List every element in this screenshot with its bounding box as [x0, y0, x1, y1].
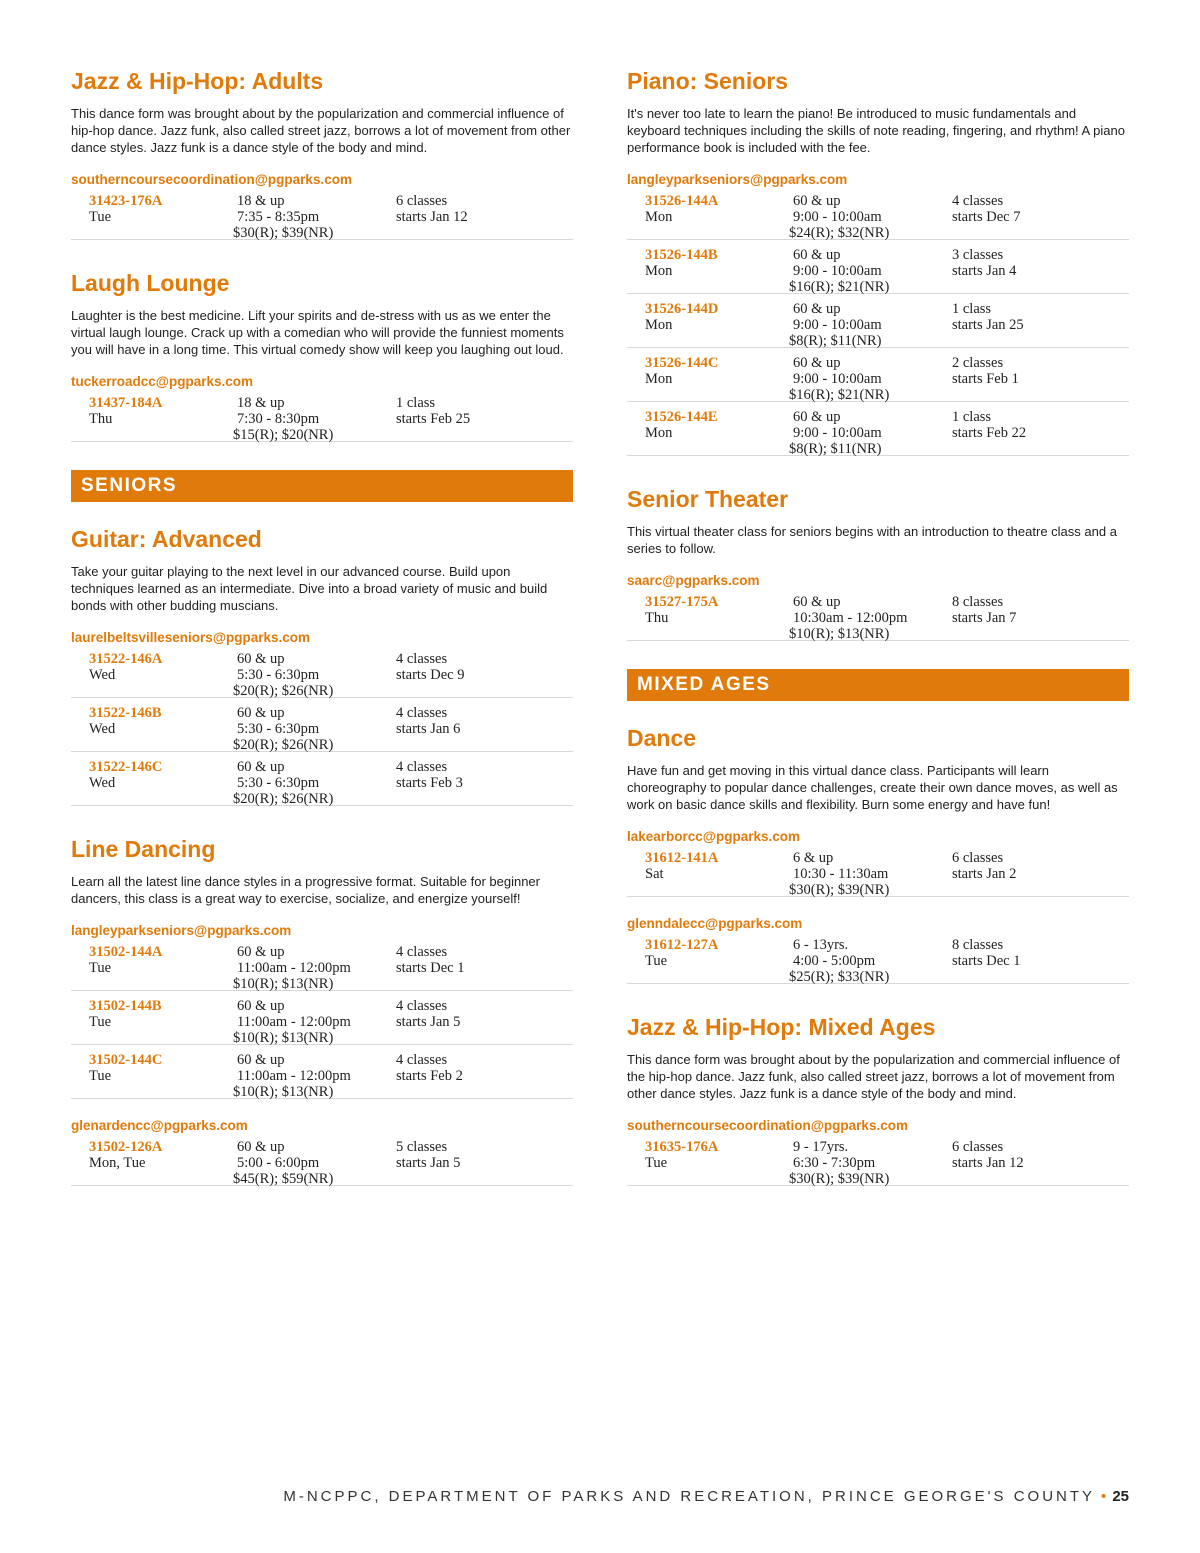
class-days: Sat — [645, 866, 664, 882]
class-row — [627, 592, 1129, 641]
class-fee: $10(R); $13(NR) — [233, 976, 334, 992]
start-date: starts Feb 25 — [396, 411, 471, 427]
class-row — [71, 757, 573, 806]
section-jazz-mixed-ages — [627, 1012, 1129, 1186]
class-time: 7:30 - 8:30pm — [237, 411, 320, 427]
class-row — [71, 191, 573, 240]
banner-label: MIXED AGES — [637, 674, 771, 695]
class-code: 31522-146A — [89, 651, 163, 667]
start-date: starts Feb 1 — [952, 371, 1019, 387]
class-row — [71, 1137, 573, 1186]
start-date: starts Jan 6 — [396, 721, 461, 737]
right-column — [627, 66, 1129, 1214]
class-fee: $8(R); $11(NR) — [789, 441, 882, 457]
class-rows — [71, 649, 573, 806]
class-count: 4 classes — [952, 193, 1004, 209]
class-code: 31522-146B — [89, 705, 162, 721]
class-time: 5:30 - 6:30pm — [237, 721, 320, 737]
class-count: 1 class — [952, 301, 992, 317]
section-title: Guitar: Advanced — [71, 526, 262, 552]
class-code: 31526-144A — [645, 193, 719, 209]
class-time: 11:00am - 12:00pm — [237, 1014, 351, 1030]
class-time: 7:35 - 8:35pm — [237, 209, 320, 225]
class-count: 1 class — [952, 409, 992, 425]
class-row — [627, 299, 1129, 348]
class-rows — [627, 848, 1129, 897]
age-range: 60 & up — [793, 409, 841, 425]
class-count: 4 classes — [396, 759, 448, 775]
class-fee: $45(R); $59(NR) — [233, 1171, 334, 1187]
class-time: 5:00 - 6:00pm — [237, 1155, 320, 1171]
class-days: Mon, Tue — [89, 1155, 146, 1171]
age-range: 60 & up — [237, 944, 285, 960]
section-dance — [627, 723, 1129, 984]
age-range: 60 & up — [793, 193, 841, 209]
class-days: Wed — [89, 667, 116, 683]
footer-bullet: • — [1101, 1488, 1107, 1505]
class-fee: $16(R); $21(NR) — [789, 387, 890, 403]
age-range: 60 & up — [237, 1139, 285, 1155]
class-rows — [627, 191, 1129, 456]
class-time: 6:30 - 7:30pm — [793, 1155, 876, 1171]
contact-email[interactable]: langleyparkseniors@pgparks.com — [71, 923, 292, 938]
class-count: 8 classes — [952, 594, 1004, 610]
contact-email[interactable]: southerncoursecoordination@pgparks.com — [627, 1118, 908, 1133]
class-time: 11:00am - 12:00pm — [237, 960, 351, 976]
section-laugh-lounge — [71, 268, 573, 442]
class-row — [71, 703, 573, 752]
class-days: Tue — [645, 953, 668, 969]
class-row — [627, 353, 1129, 402]
start-date: starts Dec 1 — [396, 960, 465, 976]
banner-label: SENIORS — [81, 475, 178, 496]
contact-email[interactable]: southerncoursecoordination@pgparks.com — [71, 172, 352, 187]
class-count: 2 classes — [952, 355, 1004, 371]
class-code: 31522-146C — [89, 759, 163, 775]
page-number: 25 — [1112, 1488, 1129, 1505]
class-fee: $10(R); $13(NR) — [233, 1030, 334, 1046]
class-rows — [627, 592, 1129, 641]
class-fee: $20(R); $26(NR) — [233, 737, 334, 753]
class-rows — [627, 1137, 1129, 1186]
class-time: 11:00am - 12:00pm — [237, 1068, 351, 1084]
contact-email[interactable]: saarc@pgparks.com — [627, 573, 760, 588]
class-days: Mon — [645, 209, 673, 225]
class-time: 10:30am - 12:00pm — [793, 610, 908, 626]
start-date: starts Feb 2 — [396, 1068, 463, 1084]
start-date: starts Feb 3 — [396, 775, 463, 791]
class-time: 9:00 - 10:00am — [793, 263, 882, 279]
section-piano-seniors — [627, 66, 1129, 456]
class-code: 31423-176A — [89, 193, 163, 209]
class-fee: $30(R); $39(NR) — [233, 225, 334, 241]
section-title: Dance — [627, 725, 697, 751]
age-range: 60 & up — [793, 355, 841, 371]
class-fee: $8(R); $11(NR) — [789, 333, 882, 349]
class-rows — [71, 942, 573, 1099]
class-rows — [71, 393, 573, 442]
class-count: 5 classes — [396, 1139, 448, 1155]
section-title: Piano: Seniors — [627, 68, 789, 94]
start-date: starts Dec 9 — [396, 667, 465, 683]
section-title: Senior Theater — [627, 486, 789, 512]
age-range: 60 & up — [793, 594, 841, 610]
class-row — [627, 1137, 1129, 1186]
page-footer — [0, 1488, 1129, 1505]
class-days: Thu — [645, 610, 669, 626]
class-count: 6 classes — [952, 850, 1004, 866]
start-date: starts Jan 12 — [396, 209, 468, 225]
class-code: 31502-144B — [89, 998, 162, 1014]
class-fee: $10(R); $13(NR) — [233, 1084, 334, 1100]
class-rows — [71, 1137, 573, 1186]
start-date: starts Jan 25 — [952, 317, 1024, 333]
class-count: 8 classes — [952, 937, 1004, 953]
class-fee: $24(R); $32(NR) — [789, 225, 890, 241]
section-line-dancing — [71, 834, 573, 1186]
start-date: starts Jan 2 — [952, 866, 1017, 882]
class-code: 31526-144E — [645, 409, 718, 425]
class-days: Mon — [645, 317, 673, 333]
class-code: 31612-127A — [645, 937, 719, 953]
section-description: It's never too late to learn the piano! Be introduced to music fundamentals and keyboard techniques including the skills of note reading, fingering, and rhythm! A piano performance book is included with the fee. — [627, 106, 1125, 155]
class-count: 1 class — [396, 395, 436, 411]
class-count: 4 classes — [396, 705, 448, 721]
class-days: Mon — [645, 371, 673, 387]
section-description: This virtual theater class for seniors begins with an introduction to theatre class and a series to follow. — [627, 524, 1117, 556]
class-time: 9:00 - 10:00am — [793, 317, 882, 333]
contact-email[interactable]: laurelbeltsvilleseniors@pgparks.com — [71, 630, 311, 645]
section-title: Laugh Lounge — [71, 270, 230, 296]
class-time: 4:00 - 5:00pm — [793, 953, 876, 969]
age-range: 18 & up — [237, 395, 285, 411]
class-code: 31526-144B — [645, 247, 718, 263]
age-range: 60 & up — [237, 651, 285, 667]
start-date: starts Dec 1 — [952, 953, 1021, 969]
class-rows — [71, 191, 573, 240]
class-count: 3 classes — [952, 247, 1004, 263]
class-row — [71, 996, 573, 1045]
section-description: This dance form was brought about by the popularization and commercial influence of the hip-hop dance. Jazz funk, also called street jazz, borrows a lot of movement from other dance styles. Jazz funk is a dance style of the body and mind. — [627, 1052, 1120, 1101]
age-range: 18 & up — [237, 193, 285, 209]
start-date: starts Jan 5 — [396, 1014, 461, 1030]
age-range: 6 & up — [793, 850, 834, 866]
contact-email[interactable]: lakearborcc@pgparks.com — [627, 829, 800, 844]
start-date: starts Feb 22 — [952, 425, 1027, 441]
class-row — [71, 1050, 573, 1099]
class-row — [71, 649, 573, 698]
section-description: This dance form was brought about by the popularization and commercial influence of hip-hop dance. Jazz funk, also called street jazz, borrows a lot of movement from other dance styles. Jazz funk is a dance style of the body and mind. — [71, 106, 571, 155]
class-days: Thu — [89, 411, 113, 427]
section-senior-theater — [627, 484, 1129, 641]
class-code: 31437-184A — [89, 395, 163, 411]
mixed-ages-banner — [627, 669, 1129, 701]
section-title: Line Dancing — [71, 836, 216, 862]
location-group — [71, 922, 573, 1099]
contact-email[interactable]: tuckerroadcc@pgparks.com — [71, 374, 253, 389]
class-row — [71, 393, 573, 442]
class-fee: $16(R); $21(NR) — [789, 279, 890, 295]
contact-email[interactable]: glenardencc@pgparks.com — [71, 1118, 248, 1133]
class-count: 6 classes — [396, 193, 448, 209]
class-fee: $25(R); $33(NR) — [789, 969, 890, 985]
class-fee: $20(R); $26(NR) — [233, 791, 334, 807]
class-count: 4 classes — [396, 651, 448, 667]
class-row — [627, 407, 1129, 456]
left-column — [71, 66, 573, 1214]
age-range: 60 & up — [237, 705, 285, 721]
location-group — [627, 828, 1129, 897]
section-guitar-advanced — [71, 524, 573, 806]
section-description: Have fun and get moving in this virtual dance class. Participants will learn choreography to popular dance challenges, create their own dance moves, as well as work on basic dance skills and flexibility. Burn some energy and have fun! — [627, 763, 1118, 812]
class-code: 31526-144C — [645, 355, 719, 371]
class-fee: $20(R); $26(NR) — [233, 683, 334, 699]
class-time: 9:00 - 10:00am — [793, 371, 882, 387]
class-days: Tue — [89, 1068, 112, 1084]
class-time: 9:00 - 10:00am — [793, 425, 882, 441]
class-count: 6 classes — [952, 1139, 1004, 1155]
start-date: starts Jan 7 — [952, 610, 1017, 626]
contact-email[interactable]: langleyparkseniors@pgparks.com — [627, 172, 848, 187]
class-days: Tue — [89, 1014, 112, 1030]
class-time: 9:00 - 10:00am — [793, 209, 882, 225]
class-days: Tue — [89, 209, 112, 225]
class-days: Tue — [645, 1155, 668, 1171]
class-row — [627, 245, 1129, 294]
class-fee: $15(R); $20(NR) — [233, 427, 334, 443]
section-jazz-adults — [71, 66, 573, 240]
section-description: Laughter is the best medicine. Lift your spirits and de-stress with us as we enter the virtual laugh lounge. Crack up with a comedian who will provide the funniest moments you will have in a long time. This virtual comedy show will keep you laughing out loud. — [71, 308, 564, 357]
age-range: 60 & up — [237, 998, 285, 1014]
age-range: 6 - 13yrs. — [793, 937, 849, 953]
start-date: starts Jan 5 — [396, 1155, 461, 1171]
start-date: starts Jan 12 — [952, 1155, 1024, 1171]
class-row — [627, 935, 1129, 984]
age-range: 60 & up — [237, 759, 285, 775]
class-days: Wed — [89, 775, 116, 791]
section-description: Take your guitar playing to the next level in our advanced course. Build upon techniques learned as an intermediate. Dive into a broad variety of music and build bonds with other budding muscians. — [71, 564, 548, 613]
class-code: 31502-144A — [89, 944, 163, 960]
class-days: Mon — [645, 263, 673, 279]
section-title: Jazz & Hip-Hop: Mixed Ages — [627, 1014, 936, 1040]
start-date: starts Jan 4 — [952, 263, 1017, 279]
class-days: Wed — [89, 721, 116, 737]
class-days: Tue — [89, 960, 112, 976]
age-range: 9 - 17yrs. — [793, 1139, 849, 1155]
class-row — [71, 942, 573, 991]
class-fee: $10(R); $13(NR) — [789, 626, 890, 642]
class-code: 31527-175A — [645, 594, 719, 610]
start-date: starts Dec 7 — [952, 209, 1021, 225]
section-description: Learn all the latest line dance styles in a progressive format. Suitable for beginner dancers, this class is a great way to exercise, socialize, and energize yourself! — [71, 874, 540, 906]
class-fee: $30(R); $39(NR) — [789, 1171, 890, 1187]
age-range: 60 & up — [237, 1052, 285, 1068]
age-range: 60 & up — [793, 247, 841, 263]
footer-text: M-NCPPC, DEPARTMENT OF PARKS AND RECREATION, PRINCE GEORGE'S COUNTY — [283, 1488, 1096, 1505]
class-time: 10:30 - 11:30am — [793, 866, 889, 882]
class-count: 4 classes — [396, 1052, 448, 1068]
class-code: 31502-144C — [89, 1052, 163, 1068]
class-time: 5:30 - 6:30pm — [237, 667, 320, 683]
class-code: 31502-126A — [89, 1139, 163, 1155]
age-range: 60 & up — [793, 301, 841, 317]
class-code: 31612-141A — [645, 850, 719, 866]
class-rows — [627, 935, 1129, 984]
class-row — [627, 191, 1129, 240]
class-count: 4 classes — [396, 998, 448, 1014]
class-days: Mon — [645, 425, 673, 441]
class-time: 5:30 - 6:30pm — [237, 775, 320, 791]
class-code: 31635-176A — [645, 1139, 719, 1155]
contact-email[interactable]: glenndalecc@pgparks.com — [627, 916, 803, 931]
seniors-banner — [71, 470, 573, 502]
section-title: Jazz & Hip-Hop: Adults — [71, 68, 324, 94]
class-fee: $30(R); $39(NR) — [789, 882, 890, 898]
class-count: 4 classes — [396, 944, 448, 960]
class-row — [627, 848, 1129, 897]
class-code: 31526-144D — [645, 301, 719, 317]
